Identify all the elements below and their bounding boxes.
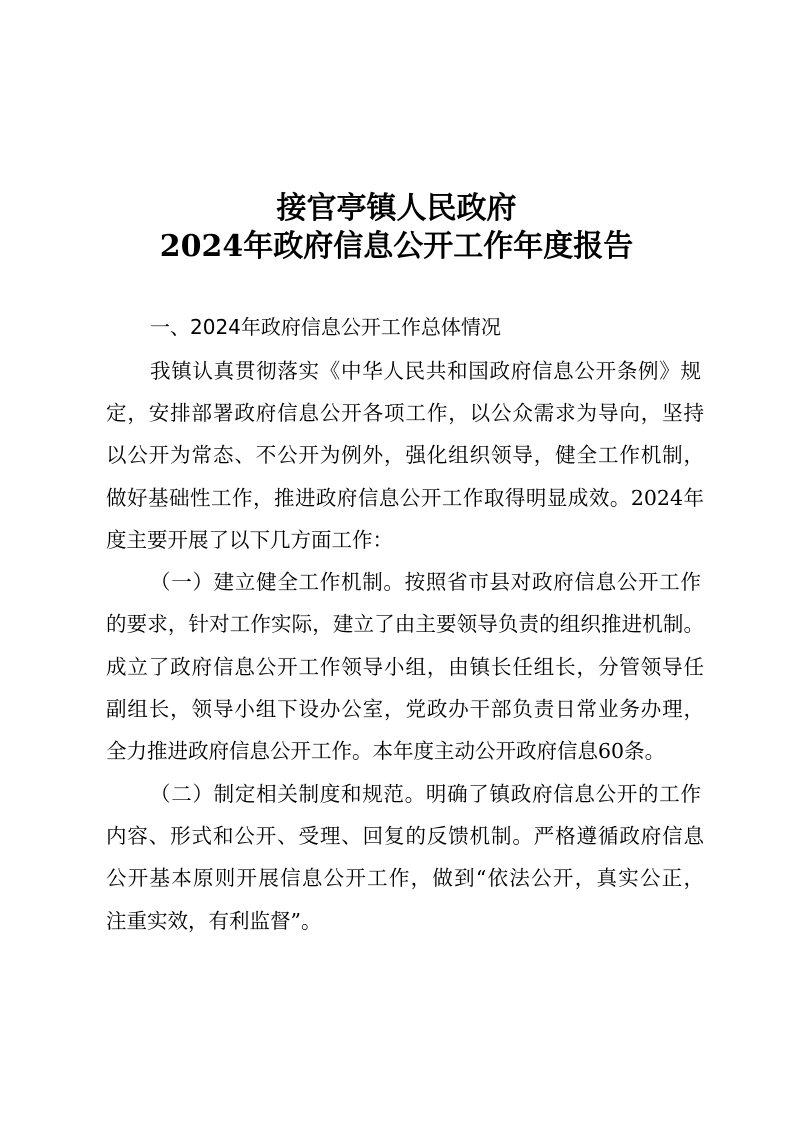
paragraph-1-line-3: 以公开为常态、不公开为例外，强化组织领导，健全工作机制，: [106, 443, 704, 467]
paragraph-3-line-4: 注重实效，有利监督”。: [106, 909, 322, 933]
paragraph-2-line-4: 副组长，领导小组下设办公室，党政办干部负责日常业务办理，: [106, 697, 704, 721]
paragraph-2-line-3: 成立了政府信息公开工作领导小组，由镇长任组长，分管领导任: [106, 655, 704, 679]
paragraph-1-line-4: 做好基础性工作，推进政府信息公开工作取得明显成效。2024年: [106, 486, 704, 510]
paragraph-1-line-2: 定，安排部署政府信息公开各项工作，以公众需求为导向，坚持: [106, 401, 704, 425]
paragraph-2-line-2: 的要求，针对工作实际，建立了由主要领导负责的组织推进机制。: [106, 612, 704, 636]
paragraph-2-line-5: 全力推进政府信息公开工作。本年度主动公开政府信息60条。: [106, 739, 666, 763]
paragraph-3-line-2: 内容、形式和公开、受理、回复的反馈机制。严格遵循政府信息: [106, 824, 704, 848]
paragraph-3-line-1: （二）制定相关制度和规范。明确了镇政府信息公开的工作: [150, 782, 701, 806]
paragraph-3-line-3: 公开基本原则开展信息公开工作，做到“依法公开，真实公正，: [106, 866, 704, 890]
section-1-heading: 一、2024年政府信息公开工作总体情况: [150, 315, 501, 339]
paragraph-2-line-1: （一）建立健全工作机制。按照省市县对政府信息公开工作: [150, 570, 701, 594]
report-title-line-2: 2024年政府信息公开工作年度报告: [159, 229, 634, 264]
paragraph-1-line-1: 我镇认真贯彻落实《中华人民共和国政府信息公开条例》规: [150, 359, 701, 383]
report-title-line-1: 接官亭镇人民政府: [276, 191, 517, 226]
paragraph-1-line-5: 度主要开展了以下几方面工作：: [106, 528, 393, 552]
